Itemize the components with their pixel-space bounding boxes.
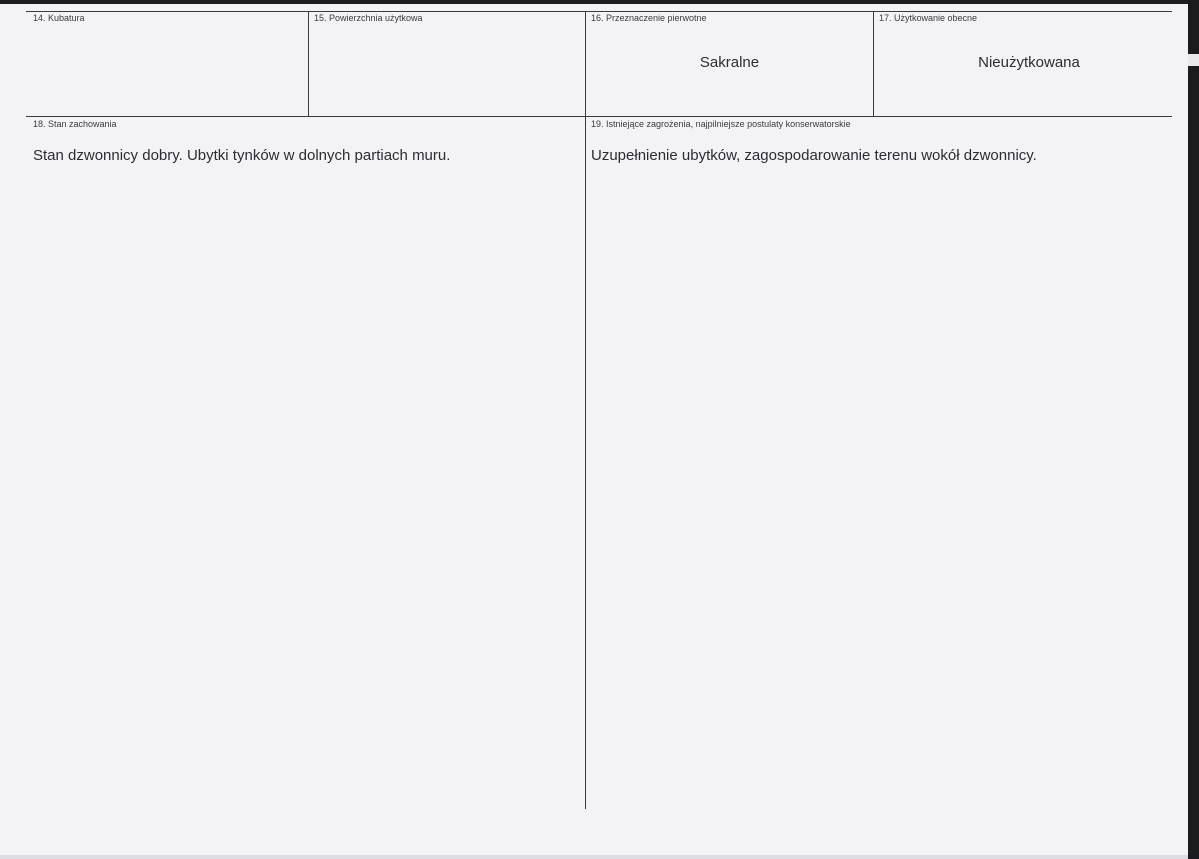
field-17-label: 17. Użytkowanie obecne: [879, 13, 978, 23]
field-18-label: 18. Stan zachowania: [33, 119, 117, 129]
field-15-label: 15. Powierzchnia użytkowa: [314, 13, 423, 23]
field-18-value: Stan dzwonnicy dobry. Ubytki tynków w dolnych partiach muru.: [33, 147, 451, 164]
scan-right-edge: [1188, 0, 1199, 859]
scan-edge-hole: [1188, 54, 1199, 66]
divider-14-15: [308, 11, 309, 116]
divider-15-16: [585, 11, 586, 809]
field-16-label: 16. Przeznaczenie pierwotne: [591, 13, 707, 23]
field-16-value: Sakralne: [699, 54, 760, 71]
field-19-value: Uzupełnienie ubytków, zagospodarowanie terenu wokół dzwonnicy.: [591, 147, 1037, 164]
scan-top-edge: [0, 0, 1199, 4]
row2-top-border: [26, 116, 1172, 117]
field-14-label: 14. Kubatura: [33, 13, 85, 23]
field-17-value: Nieużytkowana: [978, 54, 1080, 71]
row1-top-border: [26, 11, 1172, 12]
scan-bottom-edge: [0, 855, 1188, 859]
field-19-label: 19. Istniejące zagrożenia, najpilniejsze postulaty konserwatorskie: [591, 119, 851, 129]
